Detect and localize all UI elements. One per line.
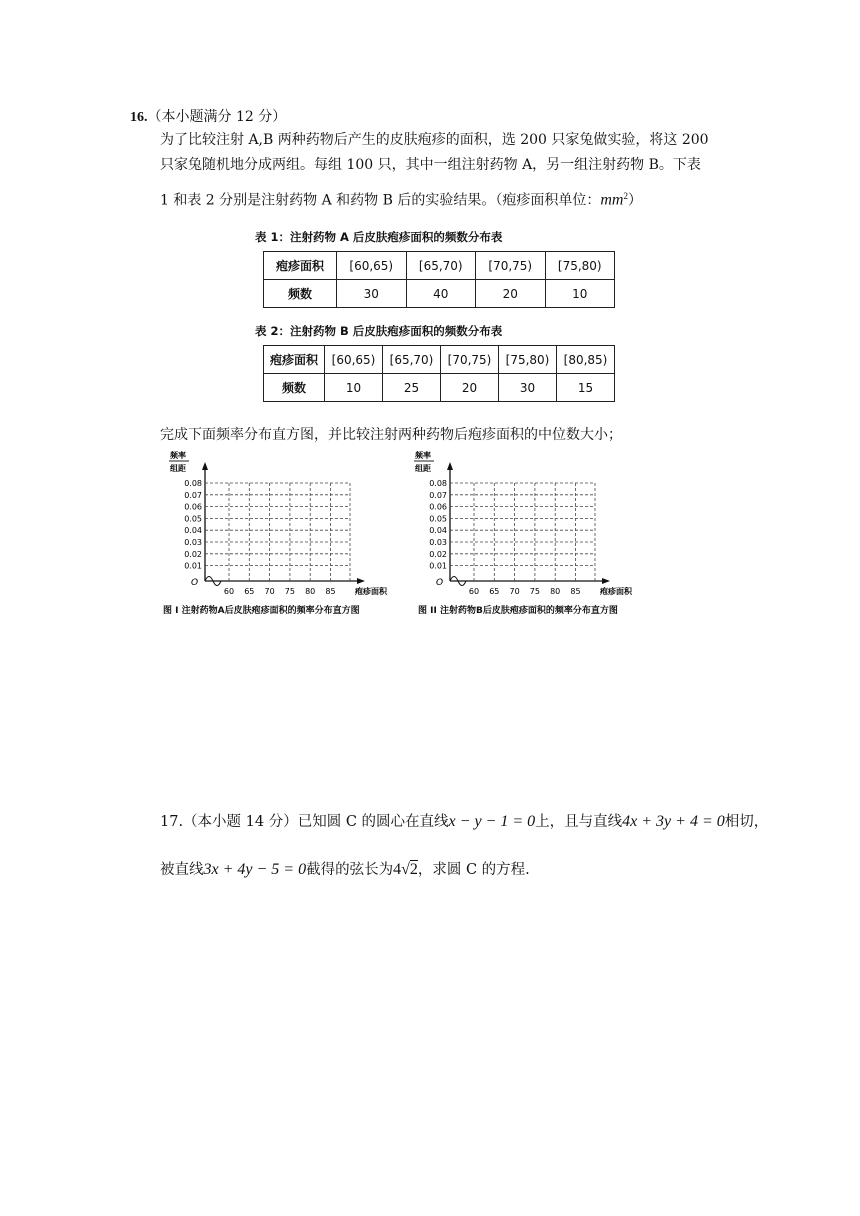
table2-cell: 10	[325, 374, 383, 402]
q17-mid1: 上，且与直线	[535, 814, 623, 830]
table2-cell: 15	[557, 374, 615, 402]
table2-caption: 表 2：注射药物 B 后皮肤疱疹面积的频数分布表	[255, 324, 503, 338]
histogram-a-caption: 图 I 注射药物A后皮肤疱疹面积的频率分布直方图	[163, 606, 360, 616]
q17-line2	[160, 860, 530, 880]
sqrt-icon: √	[401, 861, 410, 878]
table1-row-count	[264, 280, 615, 308]
q17-mid2: 截得的弦长为	[306, 862, 394, 878]
y-axis-arrow-icon	[447, 462, 453, 470]
table1-caption: 表 1：注射药物 A 后皮肤疱疹面积的频数分布表	[255, 230, 503, 244]
q17-chord-radicand: 2	[409, 861, 418, 878]
y-tick-label: 0.05	[429, 514, 447, 524]
y-tick-label: 0.06	[184, 502, 202, 512]
q17-line1	[160, 812, 768, 832]
table1-cell: [70,75)	[476, 252, 546, 280]
q16-line2: 只家兔随机地分成两组。每组 100 只，其中一组注射药物 A，另一组注射药物 B。下表	[160, 157, 701, 173]
q16-number: 16.	[130, 110, 148, 125]
y-axis-arrow-icon	[202, 462, 208, 470]
q16-header-line	[130, 107, 286, 128]
table2-cell: 25	[383, 374, 441, 402]
table1-cell: [65,70)	[406, 252, 476, 280]
q16-line3	[160, 186, 642, 211]
y-tick-label: 0.03	[184, 538, 202, 547]
q17-eq-tangent-line: 4x + 3y + 4 = 0	[622, 813, 725, 830]
table1-cell: 40	[406, 280, 476, 308]
table2-cell: 30	[499, 374, 557, 402]
x-tick-label: 70	[509, 587, 520, 596]
x-tick-label: 75	[284, 587, 295, 596]
unit-close: ）	[627, 192, 642, 209]
unit-mm: mm	[600, 191, 624, 209]
y-tick-label: 0.02	[184, 549, 202, 559]
table2-cell: [60,65)	[325, 346, 383, 374]
q17-lead2: 被直线	[160, 862, 204, 878]
x-tick-label: 85	[570, 587, 581, 596]
table1-row-header: 疱疹面积	[264, 252, 337, 280]
table2-row-count	[264, 374, 615, 402]
y-tick-label: 0.06	[429, 502, 447, 512]
x-axis-label: 疱疹面积	[600, 587, 632, 596]
table2	[263, 345, 615, 402]
histogram-b	[410, 448, 655, 598]
y-tick-label: 0.08	[184, 479, 202, 488]
x-tick-label: 70	[264, 587, 275, 596]
x-tick-label: 60	[223, 587, 235, 596]
x-tick-label: 65	[244, 587, 255, 596]
q17-chord-coefficient: 4	[393, 861, 402, 878]
histogram-a	[165, 448, 405, 598]
x-tick-label: 85	[325, 587, 336, 596]
y-tick-label: 0.04	[184, 526, 202, 536]
y-tick-label: 0.01	[429, 561, 447, 571]
x-axis-arrow-icon	[357, 578, 365, 584]
y-tick-label: 0.08	[429, 479, 447, 488]
table1-row-interval	[264, 252, 615, 280]
x-tick-label: 65	[489, 587, 500, 596]
table1-cell: [60,65)	[337, 252, 407, 280]
y-axis-label-denominator: 组距	[170, 464, 186, 473]
table2-cell: 20	[441, 374, 499, 402]
y-tick-label: 0.05	[184, 514, 202, 524]
table2-cell: [75,80)	[499, 346, 557, 374]
x-tick-label: 60	[468, 587, 480, 596]
histogram-b-caption: 图 II 注射药物B后皮肤疱疹面积的频率分布直方图	[418, 606, 618, 616]
q16-line1: 为了比较注射 A,B 两种药物后产生的皮肤疱疹的面积，选 200 只家兔做实验，将这 200	[160, 132, 709, 148]
y-tick-label: 0.02	[429, 549, 447, 559]
x-tick-label: 80	[305, 587, 316, 596]
y-tick-label: 0.03	[429, 538, 447, 547]
origin-label: O	[436, 578, 444, 588]
table2-row-header: 疱疹面积	[264, 346, 325, 374]
table1-freq-header: 频数	[264, 280, 337, 308]
table2-freq-header: 频数	[264, 374, 325, 402]
q16-header: （本小题满分 12 分）	[147, 109, 287, 125]
x-axis-arrow-icon	[602, 578, 610, 584]
table2-row-interval	[264, 346, 615, 374]
table1-cell: 30	[337, 280, 407, 308]
table2-cell: [80,85)	[557, 346, 615, 374]
q17-lead: 17.（本小题 14 分）已知圆 C 的圆心在直线	[160, 814, 449, 830]
q16-instruction: 完成下面频率分布直方图，并比较注射两种药物后疱疹面积的中位数大小；	[160, 427, 622, 443]
table1-cell: [75,80)	[545, 252, 615, 280]
origin-label: O	[191, 578, 199, 588]
q17-tail2: ，求圆 C 的方程.	[417, 862, 530, 878]
x-axis-label: 疱疹面积	[355, 587, 387, 596]
q17-tail1: 相切，	[724, 814, 769, 830]
y-tick-label: 0.07	[429, 490, 447, 500]
y-axis-label-numerator: 频率	[415, 451, 431, 460]
y-tick-label: 0.01	[184, 561, 202, 571]
unit-exponent: 2	[623, 191, 628, 201]
q17-eq-chord-line: 3x + 4y − 5 = 0	[203, 861, 307, 878]
table2-cell: [65,70)	[383, 346, 441, 374]
table1-cell: 10	[545, 280, 615, 308]
y-axis-label-numerator: 频率	[170, 451, 186, 460]
q17-eq-center-line: x − y − 1 = 0	[448, 813, 536, 830]
y-axis-label-denominator: 组距	[415, 464, 431, 473]
q16-line3-text: 1 和表 2 分别是注射药物 A 和药物 B 后的实验结果。（疱疹面积单位：	[160, 192, 601, 209]
table2-cell: [70,75)	[441, 346, 499, 374]
table1-cell: 20	[476, 280, 546, 308]
table1	[263, 251, 615, 308]
y-tick-label: 0.04	[429, 526, 447, 536]
x-tick-label: 75	[529, 587, 540, 596]
x-tick-label: 80	[550, 587, 561, 596]
y-tick-label: 0.07	[184, 490, 202, 500]
